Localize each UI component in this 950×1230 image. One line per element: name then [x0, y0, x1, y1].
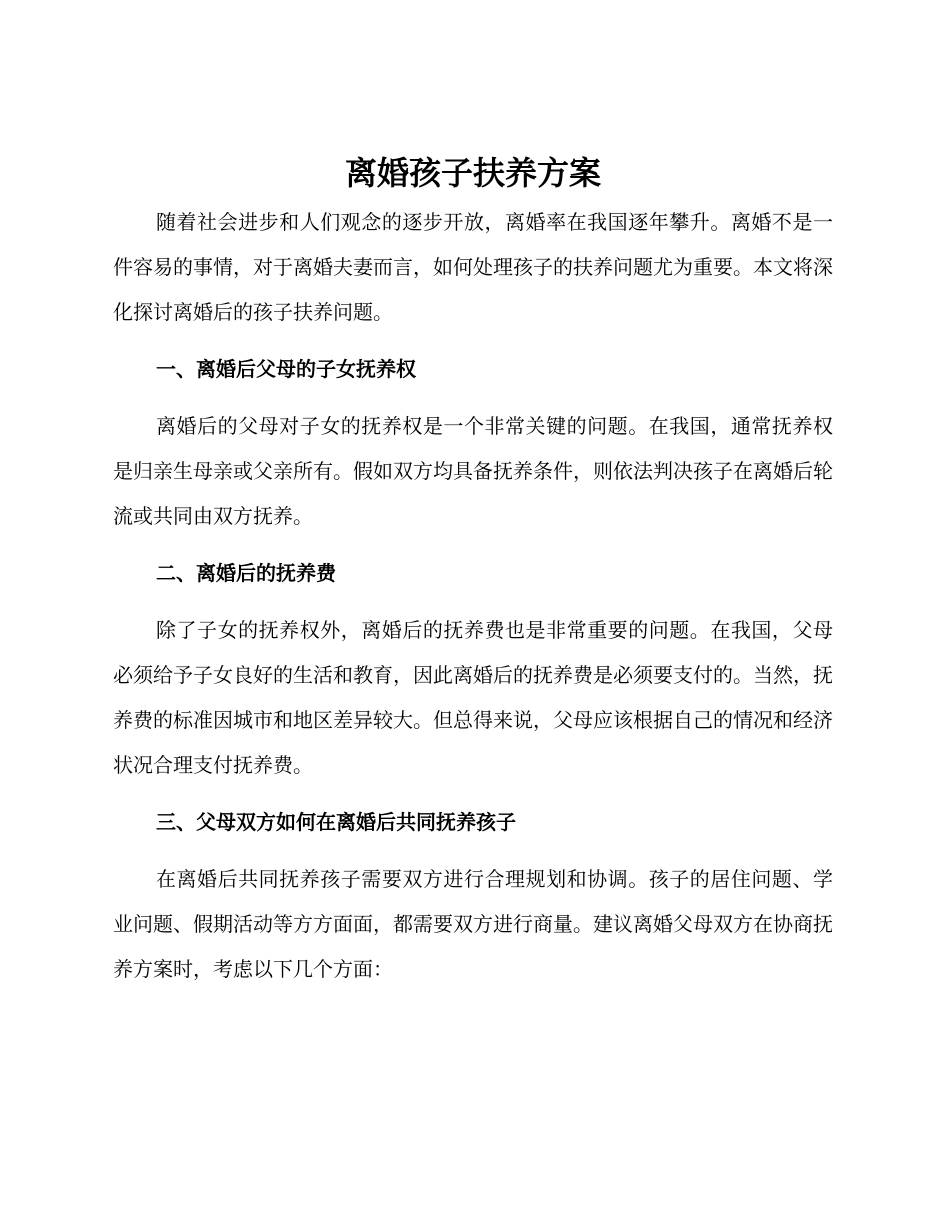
section-body-co-parenting: 在离婚后共同抚养孩子需要双方进行合理规划和协调。孩子的居住问题、学业问题、假期活动等方方面面，都需要双方进行商量。建议离婚父母双方在协商抚养方案时，考虑以下几个方面： — [113, 867, 833, 981]
section-body-custody: 离婚后的父母对子女的抚养权是一个非常关键的问题。在我国，通常抚养权是归亲生母亲或父亲所有。假如双方均具备抚养条件，则依法判决孩子在离婚后轮流或共同由双方抚养。 — [113, 414, 833, 528]
section-body-support-fee: 除了子女的抚养权外，离婚后的抚养费也是非常重要的问题。在我国，父母必须给予子女良好的生活和教育，因此离婚后的抚养费是必须要支付的。当然，抚养费的标准因城市和地区差异较大。但总得来说，父母应该根据自己的情况和经济状况合理支付抚养费。 — [113, 618, 833, 777]
section-heading-co-parenting: 三、父母双方如何在离婚后共同抚养孩子 — [156, 810, 516, 834]
section-heading-support-fee: 二、离婚后的抚养费 — [156, 561, 336, 585]
intro-paragraph: 随着社会进步和人们观念的逐步开放，离婚率在我国逐年攀升。离婚不是一件容易的事情，对于离婚夫妻而言，如何处理孩子的扶养问题尤为重要。本文将深化探讨离婚后的孩子扶养问题。 — [113, 210, 833, 324]
document-title: 离婚孩子扶养方案 — [344, 154, 601, 192]
section-heading-custody: 一、离婚后父母的子女抚养权 — [156, 357, 416, 381]
document-body — [113, 150, 833, 992]
